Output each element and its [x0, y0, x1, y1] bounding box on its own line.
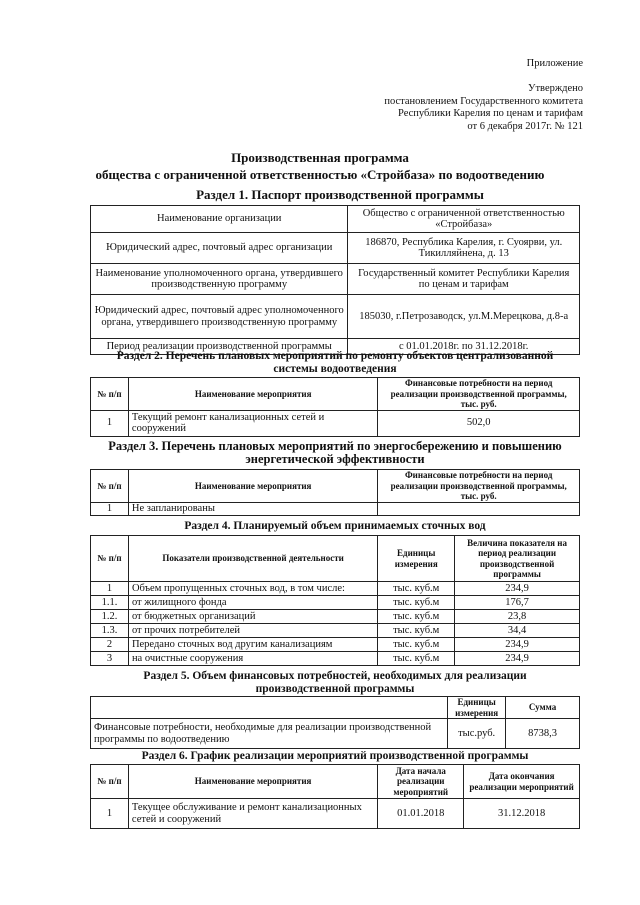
passport-value: Общество с ограниченной ответственностью «Стройбаза»: [348, 206, 580, 233]
unit: тыс. куб.м: [378, 596, 455, 610]
activity-name: Текущий ремонт канализационных сетей и сооружений: [128, 410, 377, 436]
column-header: Величина показателя на период реализации производственной программы: [455, 536, 580, 582]
schedule-table: [90, 764, 580, 829]
column-header: № п/п: [91, 765, 129, 799]
table-row: [91, 596, 580, 610]
unit: тыс. куб.м: [378, 624, 455, 638]
section1-title: Раздел 1. Паспорт производственной программы: [196, 187, 484, 202]
column-header: Финансовые потребности на период реализации производственной программы, тыс. руб.: [378, 470, 580, 503]
indicator-value: 234,9: [455, 652, 580, 666]
table-row: [91, 410, 580, 436]
indicator-value: 23,8: [455, 610, 580, 624]
row-number: 1: [91, 799, 129, 829]
energy-plan-table: [90, 469, 580, 516]
row-number: 1.1.: [91, 596, 129, 610]
indicator-name: на очистные сооружения: [128, 652, 377, 666]
unit: тыс. куб.м: [378, 652, 455, 666]
section2-title: Раздел 2. Перечень плановых мероприятий по ремонту объектов централизованной системы водоотведения: [116, 350, 554, 375]
activity-name: Не запланированы: [128, 503, 377, 516]
column-header: Сумма: [506, 697, 580, 719]
unit: тыс. куб.м: [378, 582, 455, 596]
table-header-row: [91, 378, 580, 411]
table-header-row: [91, 697, 580, 719]
column-header: № п/п: [91, 536, 129, 582]
indicator-name: Финансовые потребности, необходимые для реализации производственной программы по водоотведению: [91, 719, 448, 749]
passport-label: Наименование уполномоченного органа, утвердившего производственную программу: [91, 264, 348, 295]
passport-value: с 01.01.2018г. по 31.12.2018г.: [348, 339, 580, 355]
section6-title: Раздел 6. График реализации мероприятий производственной программы: [141, 750, 529, 762]
unit: тыс. куб.м: [378, 638, 455, 652]
section4-title: Раздел 4. Планируемый объем принимаемых сточных вод: [184, 520, 486, 532]
approval-line: от 6 декабря 2017г. № 121: [467, 120, 583, 132]
row-number: 1: [91, 582, 129, 596]
column-header: Единицы измерения: [378, 536, 455, 582]
column-header: [91, 697, 448, 719]
column-header: № п/п: [91, 470, 129, 503]
indicator-value: 34,4: [455, 624, 580, 638]
passport-label: Юридический адрес, почтовый адрес уполномоченного органа, утвердившего производственную программу: [91, 295, 348, 339]
indicator-name: Передано сточных вод другим канализациям: [128, 638, 377, 652]
row-number: 3: [91, 652, 129, 666]
repair-plan-table: [90, 377, 580, 437]
indicator-name: от жилищного фонда: [128, 596, 377, 610]
column-header: Единицы измерения: [448, 697, 506, 719]
column-header: Дата окончания реализации мероприятий: [464, 765, 580, 799]
column-header: Показатели производственной деятельности: [128, 536, 377, 582]
table-row: [91, 233, 580, 264]
column-header: Наименование мероприятия: [128, 470, 377, 503]
passport-value: 186870, Республика Карелия, г. Суоярви, ул. Тикилляйнена, д. 13: [348, 233, 580, 264]
financial-needs-table: [90, 696, 580, 749]
start-date: 01.01.2018: [378, 799, 464, 829]
indicator-name: от бюджетных организаций: [128, 610, 377, 624]
indicator-name: от прочих потребителей: [128, 624, 377, 638]
table-row: [91, 610, 580, 624]
table-row: [91, 264, 580, 295]
passport-label: Период реализации производственной программы: [91, 339, 348, 355]
passport-value: Государственный комитет Республики Карелия по ценам и тарифам: [348, 264, 580, 295]
row-number: 1: [91, 410, 129, 436]
table-row: [91, 799, 580, 829]
table-row: [91, 206, 580, 233]
column-header: Дата начала реализации мероприятий: [378, 765, 464, 799]
table-row: [91, 503, 580, 516]
approval-block: [283, 83, 583, 133]
indicator-value: 234,9: [455, 582, 580, 596]
wastewater-volume-table: [90, 535, 580, 666]
section3-title: Раздел 3. Перечень плановых мероприятий по энергосбережению и повышению энергетической эффективности: [108, 439, 562, 466]
row-number: 1: [91, 503, 129, 516]
indicator-value: 176,7: [455, 596, 580, 610]
section5-title: Раздел 5. Объем финансовых потребностей, необходимых для реализации производственной программы: [143, 670, 527, 695]
page-title: Производственная программа: [231, 150, 409, 165]
approval-line: Республики Карелия по ценам и тарифам: [398, 108, 583, 119]
column-header: Наименование мероприятия: [128, 765, 377, 799]
indicator-value: 234,9: [455, 638, 580, 652]
passport-value: 185030, г.Петрозаводск, ул.М.Мерецкова, д.8-а: [348, 295, 580, 339]
row-number: 2: [91, 638, 129, 652]
column-header: № п/п: [91, 378, 129, 411]
finance-value: [378, 503, 580, 516]
finance-value: 502,0: [378, 410, 580, 436]
end-date: 31.12.2018: [464, 799, 580, 829]
passport-label: Юридический адрес, почтовый адрес организации: [91, 233, 348, 264]
approval-line: постановлением Государственного комитета: [384, 95, 583, 107]
activity-name: Текущее обслуживание и ремонт канализационных сетей и сооружений: [128, 799, 377, 829]
table-header-row: [91, 470, 580, 503]
passport-table: [90, 205, 580, 355]
table-row: [91, 638, 580, 652]
row-number: 1.2.: [91, 610, 129, 624]
appendix-label: Приложение: [526, 58, 583, 69]
table-row: [91, 719, 580, 749]
table-header-row: [91, 765, 580, 799]
table-row: [91, 295, 580, 339]
column-header: Финансовые потребности на период реализации производственной программы, тыс. руб.: [378, 378, 580, 411]
unit: тыс.руб.: [448, 719, 506, 749]
indicator-name: Объем пропущенных сточных вод, в том числе:: [128, 582, 377, 596]
unit: тыс. куб.м: [378, 610, 455, 624]
table-row: [91, 582, 580, 596]
passport-label: Наименование организации: [91, 206, 348, 233]
table-row: [91, 652, 580, 666]
sum-value: 8738,3: [506, 719, 580, 749]
column-header: Наименование мероприятия: [128, 378, 377, 411]
table-header-row: [91, 536, 580, 582]
table-row: [91, 624, 580, 638]
page-subtitle: общества с ограниченной ответственностью «Стройбаза» по водоотведению: [95, 167, 545, 182]
approval-line: Утверждено: [528, 83, 583, 94]
row-number: 1.3.: [91, 624, 129, 638]
